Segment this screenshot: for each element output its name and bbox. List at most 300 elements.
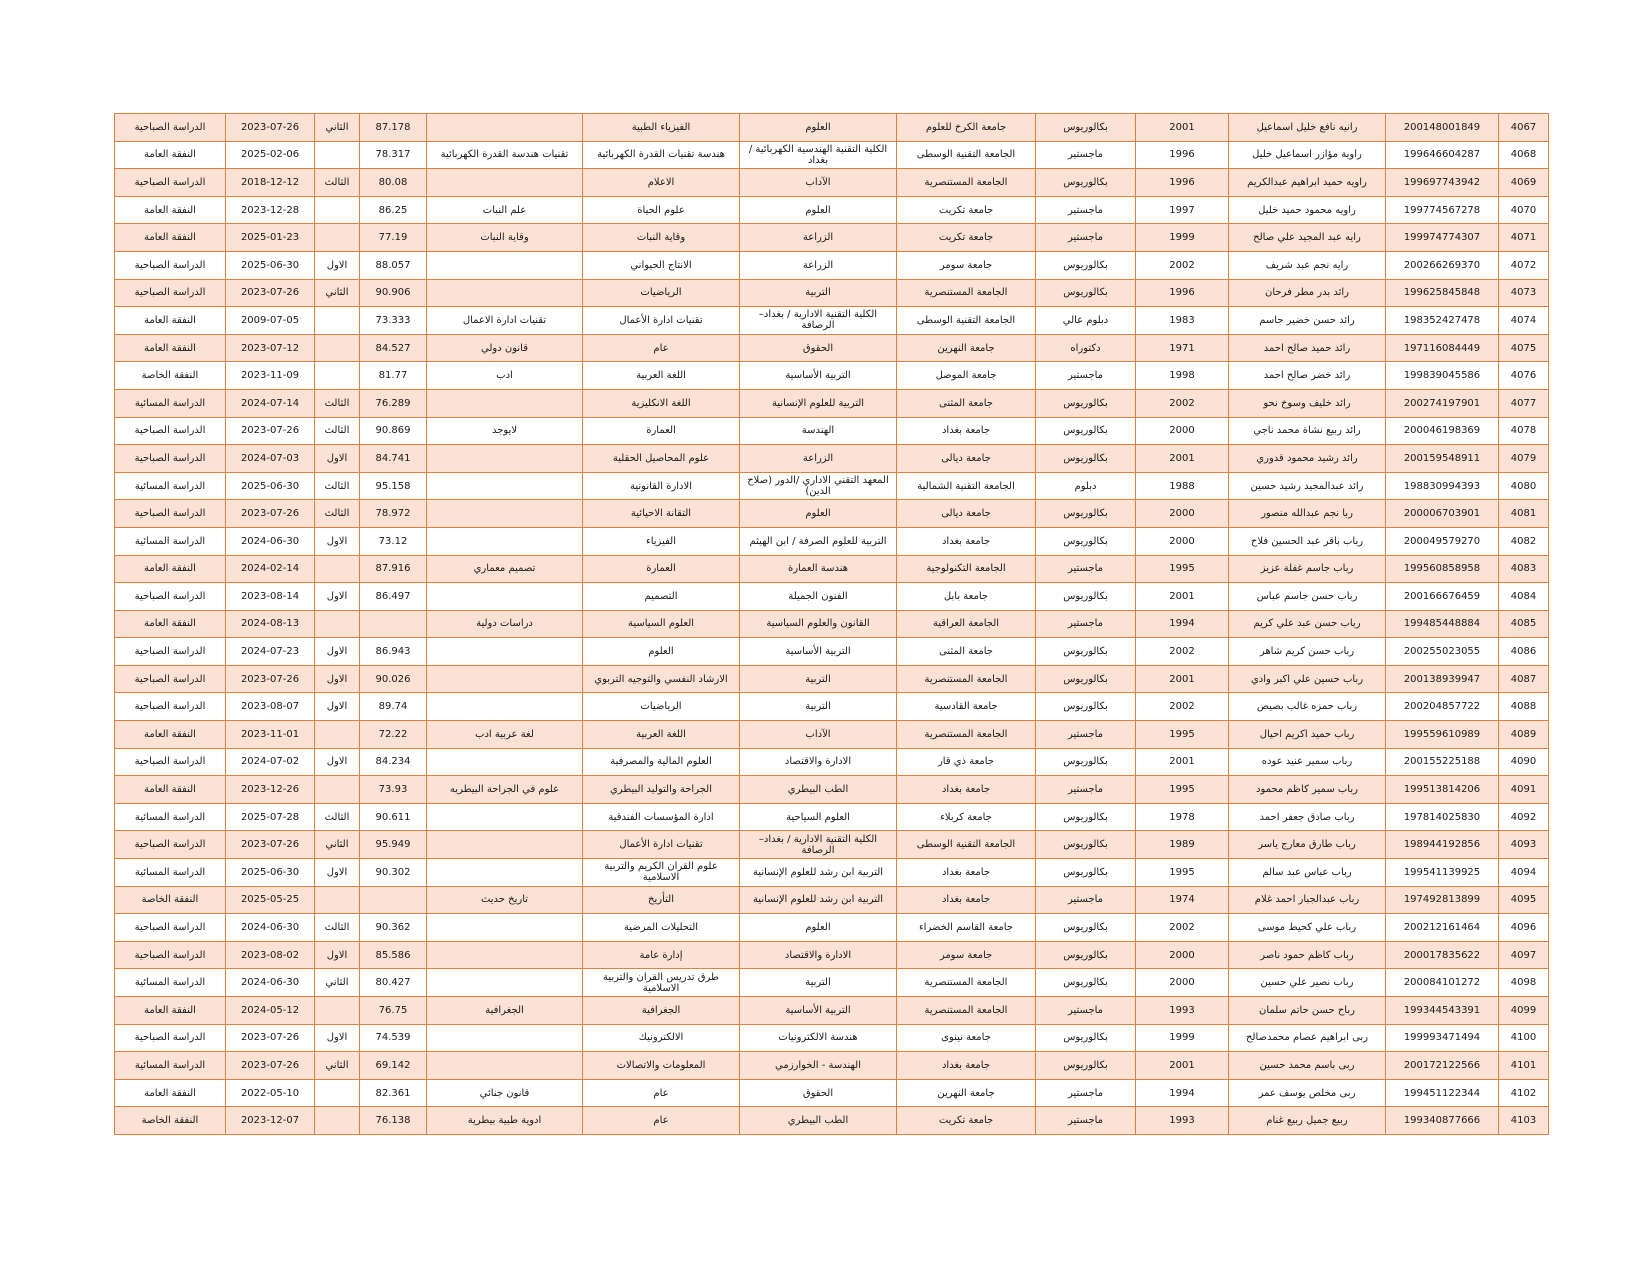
serial-cell: 4068 — [1499, 141, 1549, 169]
table-row — [115, 997, 1549, 1025]
grade-average-cell: 90.302 — [360, 859, 427, 887]
serial-cell: 4088 — [1499, 693, 1549, 721]
specialization-cell — [427, 114, 583, 142]
full-name-cell: رباب سمير كاظم محمود — [1229, 776, 1386, 804]
rank-cell: الاول — [315, 251, 360, 279]
rank-cell: الاول — [315, 693, 360, 721]
department-cell: الالكترونيك — [583, 1024, 740, 1052]
department-cell: تقنيات ادارة الأعمال — [583, 831, 740, 859]
table-row — [115, 693, 1549, 721]
college-cell: التربية الأساسية — [740, 997, 897, 1025]
department-cell: طرق تدريس القران والتربية الاسلامية — [583, 969, 740, 997]
table-row — [115, 500, 1549, 528]
degree-cell: ماجستير — [1036, 224, 1136, 252]
table-row — [115, 969, 1549, 997]
serial-cell: 4074 — [1499, 307, 1549, 335]
degree-cell: بكالوريوس — [1036, 251, 1136, 279]
grade-average-cell: 90.362 — [360, 914, 427, 942]
college-cell: الزراعة — [740, 251, 897, 279]
grade-average-cell: 85.586 — [360, 941, 427, 969]
national-id-cell: 200046198369 — [1386, 417, 1499, 445]
study-type-cell: النفقة العامة — [115, 610, 226, 638]
department-cell: المعلومات والاتصالات — [583, 1052, 740, 1080]
grade-average-cell: 90.906 — [360, 279, 427, 307]
graduation-date-cell: 2009-07-05 — [226, 307, 315, 335]
rank-cell — [315, 224, 360, 252]
table-row — [115, 914, 1549, 942]
rank-cell: الثاني — [315, 279, 360, 307]
grade-average-cell: 78.317 — [360, 141, 427, 169]
grade-average-cell: 78.972 — [360, 500, 427, 528]
serial-cell: 4072 — [1499, 251, 1549, 279]
study-type-cell: النفقة العامة — [115, 776, 226, 804]
birth-year-cell: 2001 — [1136, 114, 1229, 142]
grade-average-cell: 90.611 — [360, 803, 427, 831]
serial-cell: 4086 — [1499, 638, 1549, 666]
national-id-cell: 200255023055 — [1386, 638, 1499, 666]
table-row — [115, 859, 1549, 887]
rank-cell: الثالث — [315, 472, 360, 500]
grade-average-cell: 80.427 — [360, 969, 427, 997]
specialization-cell — [427, 1024, 583, 1052]
graduation-date-cell: 2025-06-30 — [226, 472, 315, 500]
national-id-cell: 199541139925 — [1386, 859, 1499, 887]
university-cell: الجامعة المستنصرية — [897, 721, 1036, 749]
study-type-cell: الدراسة الصباحية — [115, 583, 226, 611]
university-cell: جامعة النهرين — [897, 334, 1036, 362]
full-name-cell: رباب باقر عبد الحسين فلاح — [1229, 527, 1386, 555]
national-id-cell: 200155225188 — [1386, 748, 1499, 776]
graduation-date-cell: 2023-12-26 — [226, 776, 315, 804]
study-type-cell: الدراسة المسائية — [115, 859, 226, 887]
university-cell: جامعة الموصل — [897, 362, 1036, 390]
specialization-cell — [427, 831, 583, 859]
degree-cell: بكالوريوس — [1036, 1052, 1136, 1080]
university-cell: جامعة بغداد — [897, 417, 1036, 445]
national-id-cell: 200006703901 — [1386, 500, 1499, 528]
university-cell: الجامعة المستنصرية — [897, 969, 1036, 997]
university-cell: جامعة تكريت — [897, 196, 1036, 224]
degree-cell: بكالوريوس — [1036, 279, 1136, 307]
serial-cell: 4071 — [1499, 224, 1549, 252]
full-name-cell: رايه نجم عبد شريف — [1229, 251, 1386, 279]
study-type-cell: النفقة الخاصة — [115, 886, 226, 914]
department-cell: الانتاج الحيواني — [583, 251, 740, 279]
graduation-date-cell: 2024-06-30 — [226, 969, 315, 997]
degree-cell: بكالوريوس — [1036, 1024, 1136, 1052]
degree-cell: بكالوريوس — [1036, 831, 1136, 859]
birth-year-cell: 1995 — [1136, 721, 1229, 749]
college-cell: هندسة الالكترونيات — [740, 1024, 897, 1052]
specialization-cell — [427, 500, 583, 528]
rank-cell — [315, 610, 360, 638]
table-row — [115, 776, 1549, 804]
full-name-cell: ربيع جميل ربيع غنام — [1229, 1107, 1386, 1135]
graduation-date-cell: 2024-05-12 — [226, 997, 315, 1025]
university-cell: جامعة نينوى — [897, 1024, 1036, 1052]
full-name-cell: رباب طارق معارج ياسر — [1229, 831, 1386, 859]
department-cell: الارشاد النفسي والتوجيه التربوي — [583, 665, 740, 693]
department-cell: تقنيات ادارة الأعمال — [583, 307, 740, 335]
rank-cell: الثاني — [315, 1052, 360, 1080]
university-cell: جامعة تكريت — [897, 1107, 1036, 1135]
university-cell: الجامعة المستنصرية — [897, 665, 1036, 693]
birth-year-cell: 2001 — [1136, 748, 1229, 776]
birth-year-cell: 2002 — [1136, 389, 1229, 417]
birth-year-cell: 2001 — [1136, 665, 1229, 693]
rank-cell: الثاني — [315, 114, 360, 142]
university-cell: الجامعة التكنولوجية — [897, 555, 1036, 583]
department-cell: إدارة عامة — [583, 941, 740, 969]
national-id-cell: 200274197901 — [1386, 389, 1499, 417]
serial-cell: 4087 — [1499, 665, 1549, 693]
full-name-cell: رباب حسين علي اكبر وادي — [1229, 665, 1386, 693]
department-cell: اللغة العربية — [583, 721, 740, 749]
birth-year-cell: 1983 — [1136, 307, 1229, 335]
study-type-cell: الدراسة المسائية — [115, 803, 226, 831]
graduation-date-cell: 2023-07-26 — [226, 500, 315, 528]
degree-cell: ماجستير — [1036, 141, 1136, 169]
rank-cell — [315, 555, 360, 583]
study-type-cell: النفقة العامة — [115, 196, 226, 224]
serial-cell: 4080 — [1499, 472, 1549, 500]
table-row — [115, 141, 1549, 169]
rank-cell: الاول — [315, 665, 360, 693]
grade-average-cell: 84.527 — [360, 334, 427, 362]
specialization-cell — [427, 169, 583, 197]
full-name-cell: رباب كاظم حمود ناصر — [1229, 941, 1386, 969]
full-name-cell: رائد بدر مطر فرحان — [1229, 279, 1386, 307]
rank-cell — [315, 1079, 360, 1107]
rank-cell: الاول — [315, 941, 360, 969]
table-row — [115, 638, 1549, 666]
specialization-cell — [427, 665, 583, 693]
grade-average-cell: 76.75 — [360, 997, 427, 1025]
table-row — [115, 831, 1549, 859]
serial-cell: 4070 — [1499, 196, 1549, 224]
department-cell: الرياضيات — [583, 279, 740, 307]
study-type-cell: النفقة العامة — [115, 334, 226, 362]
national-id-cell: 199974774307 — [1386, 224, 1499, 252]
study-type-cell: النفقة العامة — [115, 997, 226, 1025]
grade-average-cell: 95.949 — [360, 831, 427, 859]
study-type-cell: النفقة العامة — [115, 1079, 226, 1107]
university-cell: الجامعة التقنية الوسطى — [897, 141, 1036, 169]
specialization-cell — [427, 638, 583, 666]
national-id-cell: 198944192856 — [1386, 831, 1499, 859]
full-name-cell: رائد حسن خضير جاسم — [1229, 307, 1386, 335]
degree-cell: بكالوريوس — [1036, 417, 1136, 445]
study-type-cell: الدراسة الصباحية — [115, 279, 226, 307]
study-type-cell: الدراسة الصباحية — [115, 417, 226, 445]
specialization-cell — [427, 251, 583, 279]
department-cell: الرياضيات — [583, 693, 740, 721]
college-cell: الحقوق — [740, 1079, 897, 1107]
national-id-cell: 199340877666 — [1386, 1107, 1499, 1135]
full-name-cell: رباب عباس عبد سالم — [1229, 859, 1386, 887]
full-name-cell: رباب عبدالجبار احمد غلام — [1229, 886, 1386, 914]
university-cell: جامعة المثنى — [897, 389, 1036, 417]
serial-cell: 4091 — [1499, 776, 1549, 804]
grade-average-cell: 90.026 — [360, 665, 427, 693]
department-cell: عام — [583, 1107, 740, 1135]
birth-year-cell: 1994 — [1136, 610, 1229, 638]
records-table-body — [115, 114, 1549, 1135]
college-cell: التربية ابن رشد للعلوم الإنسانية — [740, 859, 897, 887]
department-cell: عام — [583, 1079, 740, 1107]
birth-year-cell: 1995 — [1136, 859, 1229, 887]
degree-cell: بكالوريوس — [1036, 969, 1136, 997]
graduation-date-cell: 2024-07-23 — [226, 638, 315, 666]
university-cell: جامعة بابل — [897, 583, 1036, 611]
college-cell: الآداب — [740, 721, 897, 749]
graduation-date-cell: 2025-02-06 — [226, 141, 315, 169]
university-cell: جامعة بغداد — [897, 527, 1036, 555]
birth-year-cell: 2000 — [1136, 969, 1229, 997]
degree-cell: بكالوريوس — [1036, 500, 1136, 528]
serial-cell: 4069 — [1499, 169, 1549, 197]
degree-cell: دكتوراه — [1036, 334, 1136, 362]
serial-cell: 4100 — [1499, 1024, 1549, 1052]
national-id-cell: 200266269370 — [1386, 251, 1499, 279]
serial-cell: 4078 — [1499, 417, 1549, 445]
rank-cell — [315, 997, 360, 1025]
study-type-cell: الدراسة الصباحية — [115, 1024, 226, 1052]
birth-year-cell: 2002 — [1136, 638, 1229, 666]
table-row — [115, 224, 1549, 252]
study-type-cell: الدراسة الصباحية — [115, 638, 226, 666]
table-row — [115, 1079, 1549, 1107]
table-row — [115, 1024, 1549, 1052]
graduation-date-cell: 2018-12-12 — [226, 169, 315, 197]
department-cell: علوم الحياة — [583, 196, 740, 224]
specialization-cell — [427, 859, 583, 887]
specialization-cell — [427, 914, 583, 942]
serial-cell: 4101 — [1499, 1052, 1549, 1080]
specialization-cell: ادب — [427, 362, 583, 390]
birth-year-cell: 1998 — [1136, 362, 1229, 390]
department-cell: الفيزياء الطبية — [583, 114, 740, 142]
national-id-cell: 199697743942 — [1386, 169, 1499, 197]
birth-year-cell: 2002 — [1136, 914, 1229, 942]
national-id-cell: 197814025830 — [1386, 803, 1499, 831]
table-row — [115, 307, 1549, 335]
college-cell: العلوم — [740, 914, 897, 942]
national-id-cell: 199646604287 — [1386, 141, 1499, 169]
birth-year-cell: 1994 — [1136, 1079, 1229, 1107]
department-cell: التأريخ — [583, 886, 740, 914]
rank-cell — [315, 196, 360, 224]
grade-average-cell: 76.289 — [360, 389, 427, 417]
specialization-cell — [427, 527, 583, 555]
birth-year-cell: 2000 — [1136, 527, 1229, 555]
full-name-cell: راويه محمود حميد خليل — [1229, 196, 1386, 224]
grade-average-cell: 77.19 — [360, 224, 427, 252]
department-cell: عام — [583, 334, 740, 362]
table-row — [115, 169, 1549, 197]
records-table — [114, 113, 1549, 1135]
study-type-cell: الدراسة الصباحية — [115, 665, 226, 693]
birth-year-cell: 1999 — [1136, 224, 1229, 252]
graduation-date-cell: 2025-07-28 — [226, 803, 315, 831]
degree-cell: ماجستير — [1036, 886, 1136, 914]
birth-year-cell: 2002 — [1136, 251, 1229, 279]
table-row — [115, 721, 1549, 749]
birth-year-cell: 2001 — [1136, 1052, 1229, 1080]
birth-year-cell: 1997 — [1136, 196, 1229, 224]
table-row — [115, 472, 1549, 500]
birth-year-cell: 2001 — [1136, 445, 1229, 473]
table-row — [115, 803, 1549, 831]
national-id-cell: 199513814206 — [1386, 776, 1499, 804]
graduation-date-cell: 2024-06-30 — [226, 527, 315, 555]
specialization-cell — [427, 583, 583, 611]
grade-average-cell: 86.25 — [360, 196, 427, 224]
rank-cell: الثالث — [315, 500, 360, 528]
specialization-cell: وقاية النبات — [427, 224, 583, 252]
rank-cell: الاول — [315, 859, 360, 887]
department-cell: علوم القران الكريم والتربية الاسلامية — [583, 859, 740, 887]
serial-cell: 4093 — [1499, 831, 1549, 859]
serial-cell: 4094 — [1499, 859, 1549, 887]
rank-cell: الثالث — [315, 169, 360, 197]
serial-cell: 4092 — [1499, 803, 1549, 831]
national-id-cell: 197492813899 — [1386, 886, 1499, 914]
college-cell: التربية — [740, 665, 897, 693]
university-cell: جامعة ديالى — [897, 500, 1036, 528]
serial-cell: 4099 — [1499, 997, 1549, 1025]
degree-cell: بكالوريوس — [1036, 859, 1136, 887]
department-cell: التقانة الاحيائية — [583, 500, 740, 528]
study-type-cell: الدراسة الصباحية — [115, 831, 226, 859]
study-type-cell: الدراسة المسائية — [115, 527, 226, 555]
study-type-cell: الدراسة الصباحية — [115, 114, 226, 142]
study-type-cell: النفقة الخاصة — [115, 362, 226, 390]
university-cell: الجامعة المستنصرية — [897, 279, 1036, 307]
department-cell: العمارة — [583, 555, 740, 583]
degree-cell: ماجستير — [1036, 610, 1136, 638]
rank-cell: الاول — [315, 527, 360, 555]
birth-year-cell: 1978 — [1136, 803, 1229, 831]
birth-year-cell: 1988 — [1136, 472, 1229, 500]
university-cell: جامعة القاسم الخضراء — [897, 914, 1036, 942]
graduation-date-cell: 2023-08-07 — [226, 693, 315, 721]
birth-year-cell: 2001 — [1136, 583, 1229, 611]
college-cell: الزراعة — [740, 224, 897, 252]
degree-cell: بكالوريوس — [1036, 638, 1136, 666]
graduation-date-cell: 2023-11-01 — [226, 721, 315, 749]
national-id-cell: 199993471494 — [1386, 1024, 1499, 1052]
national-id-cell: 200138939947 — [1386, 665, 1499, 693]
degree-cell: بكالوريوس — [1036, 693, 1136, 721]
birth-year-cell: 1996 — [1136, 141, 1229, 169]
graduation-date-cell: 2023-07-26 — [226, 1052, 315, 1080]
specialization-cell: لايوجد — [427, 417, 583, 445]
table-row — [115, 665, 1549, 693]
degree-cell: بكالوريوس — [1036, 941, 1136, 969]
degree-cell: دبلوم عالي — [1036, 307, 1136, 335]
full-name-cell: رانيه نافع خليل اسماعيل — [1229, 114, 1386, 142]
national-id-cell: 199560858958 — [1386, 555, 1499, 583]
grade-average-cell: 74.539 — [360, 1024, 427, 1052]
degree-cell: بكالوريوس — [1036, 665, 1136, 693]
study-type-cell: الدراسة الصباحية — [115, 914, 226, 942]
university-cell: جامعة القادسية — [897, 693, 1036, 721]
college-cell: التربية — [740, 279, 897, 307]
university-cell: جامعة بغداد — [897, 1052, 1036, 1080]
full-name-cell: ربى باسم محمد حسين — [1229, 1052, 1386, 1080]
table-row — [115, 334, 1549, 362]
graduation-date-cell: 2025-06-30 — [226, 251, 315, 279]
graduation-date-cell: 2023-08-14 — [226, 583, 315, 611]
college-cell: التربية — [740, 693, 897, 721]
full-name-cell: رباب سمير عنيد عوده — [1229, 748, 1386, 776]
specialization-cell: الجغرافية — [427, 997, 583, 1025]
table-row — [115, 527, 1549, 555]
college-cell: الكلية التقنية الهندسية الكهربائية / بغداد — [740, 141, 897, 169]
serial-cell: 4090 — [1499, 748, 1549, 776]
graduation-date-cell: 2024-08-13 — [226, 610, 315, 638]
college-cell: التربية للعلوم الصرفة / ابن الهيثم — [740, 527, 897, 555]
grade-average-cell: 89.74 — [360, 693, 427, 721]
national-id-cell: 199559610989 — [1386, 721, 1499, 749]
college-cell: الطب البيطري — [740, 776, 897, 804]
table-row — [115, 417, 1549, 445]
rank-cell: الثالث — [315, 914, 360, 942]
study-type-cell: الدراسة الصباحية — [115, 748, 226, 776]
specialization-cell — [427, 472, 583, 500]
graduation-date-cell: 2024-07-03 — [226, 445, 315, 473]
study-type-cell: النفقة العامة — [115, 721, 226, 749]
study-type-cell: النفقة العامة — [115, 555, 226, 583]
table-row — [115, 583, 1549, 611]
university-cell: جامعة بغداد — [897, 886, 1036, 914]
department-cell: الاعلام — [583, 169, 740, 197]
table-row — [115, 445, 1549, 473]
rank-cell: الاول — [315, 638, 360, 666]
birth-year-cell: 1995 — [1136, 555, 1229, 583]
college-cell: التربية الأساسية — [740, 638, 897, 666]
university-cell: جامعة ذي قار — [897, 748, 1036, 776]
national-id-cell: 199451122344 — [1386, 1079, 1499, 1107]
graduation-date-cell: 2023-07-26 — [226, 831, 315, 859]
graduation-date-cell: 2023-07-26 — [226, 1024, 315, 1052]
college-cell: التربية ابن رشد للعلوم الإنسانية — [740, 886, 897, 914]
graduation-date-cell: 2024-07-14 — [226, 389, 315, 417]
college-cell: التربية الأساسية — [740, 362, 897, 390]
national-id-cell: 200017835622 — [1386, 941, 1499, 969]
degree-cell: بكالوريوس — [1036, 527, 1136, 555]
full-name-cell: رائد رشيد محمود قدوري — [1229, 445, 1386, 473]
table-row — [115, 748, 1549, 776]
college-cell: التربية للعلوم الإنسانية — [740, 389, 897, 417]
specialization-cell — [427, 693, 583, 721]
college-cell: المعهد التقني الاداري /الدور (صلاح الدين) — [740, 472, 897, 500]
grade-average-cell: 95.158 — [360, 472, 427, 500]
college-cell: الهندسة - الخوارزمي — [740, 1052, 897, 1080]
degree-cell: بكالوريوس — [1036, 583, 1136, 611]
study-type-cell: الدراسة الصباحية — [115, 169, 226, 197]
serial-cell: 4073 — [1499, 279, 1549, 307]
university-cell: جامعة الكرخ للعلوم — [897, 114, 1036, 142]
college-cell: الهندسة — [740, 417, 897, 445]
college-cell: العلوم — [740, 114, 897, 142]
graduation-date-cell: 2022-05-10 — [226, 1079, 315, 1107]
full-name-cell: رباب حميد اكريم احيال — [1229, 721, 1386, 749]
full-name-cell: رباب نصير علي حسين — [1229, 969, 1386, 997]
degree-cell: بكالوريوس — [1036, 914, 1136, 942]
national-id-cell: 200172122566 — [1386, 1052, 1499, 1080]
